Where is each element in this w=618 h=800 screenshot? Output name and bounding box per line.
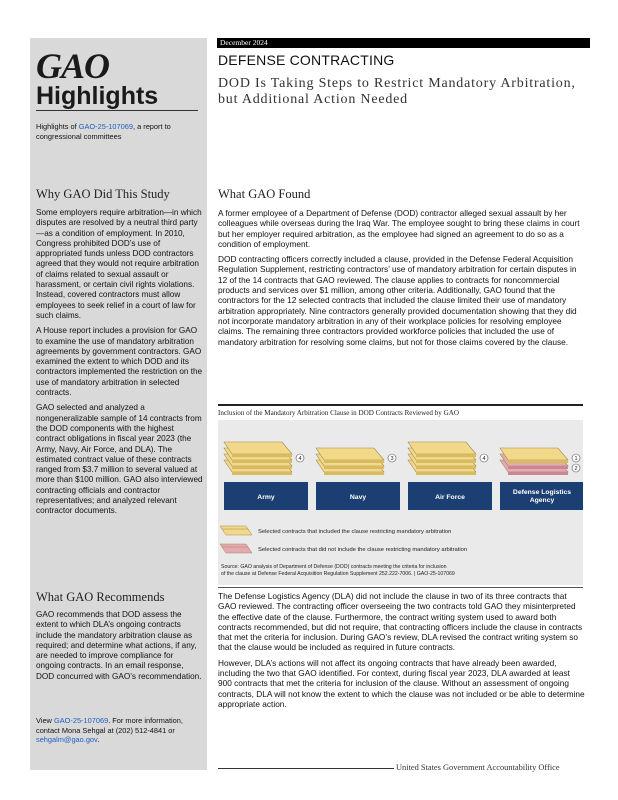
findings-paragraph: DOD contracting officers correctly included a clause, provided in the Defense Federal Acquisition Regulation Supplement, restricting contractors’ use of mandatory arbitration for certain disputes in 12 of the 14 contracts that GAO reviewed. The clause applies to contracts for noncommercial products and services over $1 million, among other criteria. Additionally, GAO found that the contractors for the 12 selected contracts that included the clause limited their use of mandatory arbitration appropriately. Nine contractors generally provided documentation showing that they did not incorporate mandatory arbitration in any of their workplace policies for resolving employee claims. The remaining three contractors provided workforce policies that included the use of mandatory arbitration for resolving some claims, but not for those claims covered by the clause. [218,254,577,347]
contract-sheet-included [408,442,476,457]
figure-source: Source: GAO analysis of Department of Defense (DOD) contracts meeting the criteria for inclusion [221,564,447,570]
count-badge-label: 2 [574,466,578,472]
dla-paragraph: However, DLA’s actions will not affect its ongoing contracts that have already been awarded, including the two that GAO identified. For context, during fiscal year 2023, DLA awarded at least 900 contracts that met the criteria for inclusion of the clause. Without an assessment of ongoing contracts, DLA will not know the extent to which the clause was not included or be able to determine appropriate action. [218,657,585,709]
findings-paragraph: A former employee of a Department of Defense (DOD) contractor alleged sexual assault by her colleagues while overseas during the Iraq War. The employee sought to bring these claims in court but her employer required arbitration, as the employee had signed an agreement to do so as a condition of employment. [218,208,580,249]
agency-label: Agency [529,497,555,504]
highlights-prefix: Highlights of [36,122,79,131]
date-bar [217,38,590,48]
why-text [36,208,203,522]
figure-title: Inclusion of the Mandatory Arbitration Clause in DOD Contracts Reviewed by GAO [218,409,459,417]
view-report-link[interactable]: GAO-25-107069 [53,716,109,725]
count-badge-label: 4 [298,456,302,462]
recommends-paragraph: GAO recommends that DOD assess the extent to which DLA’s ongoing contracts include the mandatory arbitration clause as required; and determine what actions, if any, are needed to improve compliance for ongoing contracts. In an email response, DOD concurred with GAO’s recommendation. [36,610,202,681]
agency-label: Navy [349,494,367,501]
view-prefix: View [36,716,54,725]
contract-sheet-included [500,448,568,463]
why-paragraph: GAO selected and analyzed a nongeneralizable sample of 14 contracts from the DOD components with the highest contract obligations in fiscal year 2023 (the Army, Navy, Air Force, and DLA). The estimated contract value of these contracts ranged from $3.7 million to several valued at more than $100 million. GAO also interviewed contracting officials and contractor representatives; and analyzed relevant contractor documents. [36,403,203,516]
legend-included [220,526,451,535]
agency-label: Defense Logistics [512,489,572,496]
findings-text [218,208,586,352]
email-link[interactable]: sehgalm@gao.gov [36,735,98,744]
agency-label: Army [257,494,275,501]
findings-heading: What GAO Found [218,187,311,201]
view-report-text [36,716,203,745]
recommends-text [36,610,203,687]
gao-logo: GAO [36,46,110,86]
report-number-link[interactable]: GAO-25-107069 [78,122,133,131]
agency-name: United States Government Accountability Office [396,763,560,772]
view-end: . [97,735,100,744]
contact-text: . For more information, contact Mona Sehgal at (202) 512-4841 or [36,716,183,735]
dla-paragraph: The Defense Logistics Agency (DLA) did not include the clause in two of its three contracts that GAO reviewed. The contracting officer overseeing the two contracts told GAO they misinterpreted the effective date of the clause. Furthermore, the contract writing system used to award both contracts recommended, but did not require, that contracting officers include the clause in contracts that met the criteria for inclusion. During GAO’s review, DLA revised the contract writing system so that the clause would be included as required in future contracts. [218,591,583,653]
figure-source-line2: of the clause at Defense Federal Acquisition Regulation Supplement 252.222-7006. | GAO-25-107069 [221,571,455,577]
topic-kicker: DEFENSE CONTRACTING [218,52,395,68]
legend-not-included [220,544,467,553]
agency-label-bar [500,482,583,510]
dla-text [218,591,586,714]
figure-top-rule [218,404,583,406]
figure-panel [218,420,583,585]
contract-sheet-included [224,442,292,457]
highlights-title: Highlights [36,82,159,110]
why-paragraph: A House report includes a provision for GAO to examine the use of mandatory arbitration agreements by government contractors. GAO examined the extent to which DOD and its contractors implemented the restriction on the use of mandatory arbitration in selected contracts. [36,326,203,398]
report-date: December 2024 [220,38,268,47]
why-heading: Why GAO Did This Study [36,187,170,201]
legend-label: Selected contracts that did not include the clause restricting mandatory arbitration [258,547,468,553]
agency-label: Air Force [435,494,465,501]
report-title: DOD Is Taking Steps to Restrict Mandatory Arbitration, but Additional Action Needed [218,76,576,107]
contract-sheet-included [316,448,384,463]
recommends-heading: What GAO Recommends [36,590,165,604]
count-badge-label: 3 [390,456,394,462]
contract-figure [218,420,583,585]
count-badge-label: 4 [482,456,486,462]
highlights-suffix: , a report to congressional committees [36,122,171,141]
footer-rule [218,768,394,769]
figure-bottom-rule [218,587,583,588]
legend-label: Selected contracts that included the clause restricting mandatory arbitration [258,529,452,535]
count-badge-label: 1 [574,456,578,462]
highlights-of-text [36,122,201,141]
why-paragraph: Some employers require arbitration—in which disputes are resolved by a neutral third party—as a condition of employment. In 2010, Congress prohibited DOD’s use of appropriated funds unless DOD contractors agreed that they would not require arbitration of claims related to sexual assault or harassment, or certain civil rights violations. Instead, covered contractors must allow employees to seek relief in a court of law for such claims. [36,208,202,320]
highlights-rule [36,110,198,111]
